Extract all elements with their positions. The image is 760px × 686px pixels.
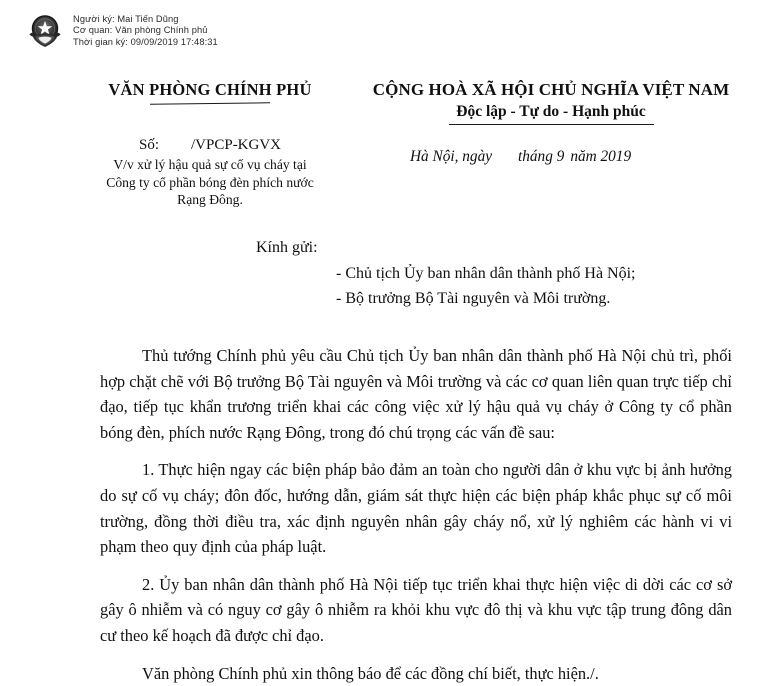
signature-text-block [73,14,218,49]
body-paragraph-item-1: 1. Thực hiện ngay các biện pháp bảo đảm an toàn cho người dân ở khu vực bị ảnh hưởng do sự cố vụ cháy; đôn đốc, hướng dẫn, giám sát thực hiện các biện pháp khắc phục sự cố môi trường, đồng thời điều tra, xác định nguyên nhân gây cháy nổ, xử lý nghiêm các hành vi vi phạm theo quy định của pháp luật. [100,460,732,557]
signing-time: Thời gian ký: 09/09/2019 17:48:31 [73,36,218,47]
subject-line: Công ty cổ phần bóng đèn phích nước [106,174,314,190]
subject-line: V/v xử lý hậu quả sự cố vụ cháy tại [113,157,307,172]
document-body [100,343,732,686]
issuing-month: tháng 9 [518,148,565,165]
body-paragraph-closing: Văn phòng Chính phủ xin thông báo để các đồng chí biết, thực hiện./. [142,663,599,683]
issuing-organization-name: VĂN PHÒNG CHÍNH PHỦ [108,80,312,99]
reference-block [60,137,360,209]
national-motto: Độc lập - Tự do - Hạnh phúc [456,103,646,120]
national-title: CỘNG HOÀ XÃ HỘI CHỦ NGHĨA VIỆT NAM [372,80,730,99]
motto-underline [449,124,654,125]
vietnam-national-emblem-icon [24,10,66,52]
subject-line: Rạng Đông. [177,192,243,207]
recipient-item: - Chủ tịch Ủy ban nhân dân thành phố Hà Nội; [336,265,636,282]
document-number-label: Số: [138,137,159,153]
document-number-line [60,137,360,154]
recipients-label: Kính gửi: [256,239,318,256]
body-paragraph-item-2: 2. Ủy ban nhân dân thành phố Hà Nội tiếp tục triển khai thực hiện việc di dời các cơ sở gây ô nhiễm và có nguy cơ gây ô nhiễm ra khỏi khu vực đô thị và khu vực tập trung đông dân cư theo kế hoạch đã được chỉ đạo. [100,574,732,645]
recipient-item: - Bộ trưởng Bộ Tài nguyên và Môi trường. [336,290,611,307]
body-paragraph-intro: Thủ tướng Chính phủ yêu cầu Chủ tịch Ủy ban nhân dân thành phố Hà Nội chủ trì, phối hợp chặt chẽ với Bộ trưởng Bộ Tài nguyên và Môi trường và các cơ quan liên quan trực tiếp chỉ đạo, tiếp tục khẩn trương triển khai các công việc xử lý hậu quả vụ cháy ở Công ty cổ phần bóng đèn, phích nước Rạng Đông, trong đó chú trọng các vấn đề sau: [100,346,732,442]
document-subject [60,156,360,209]
issuing-organization-block [60,80,360,125]
organization-underline [150,102,270,105]
digital-signature-stamp [24,10,218,52]
place-and-date [410,148,631,166]
signer-name: Người ký: Mai Tiến Dũng [73,13,179,24]
issuing-place: Hà Nội, ngày [410,148,493,165]
issuing-year: năm 2019 [570,148,632,165]
document-header [0,80,760,125]
recipients-list [336,265,636,308]
signing-agency: Cơ quan: Văn phòng Chính phủ [73,25,208,36]
national-heading-block [360,80,760,125]
document-number-value: /VPCP-KGVX [191,137,282,153]
recipients-block [256,239,636,315]
